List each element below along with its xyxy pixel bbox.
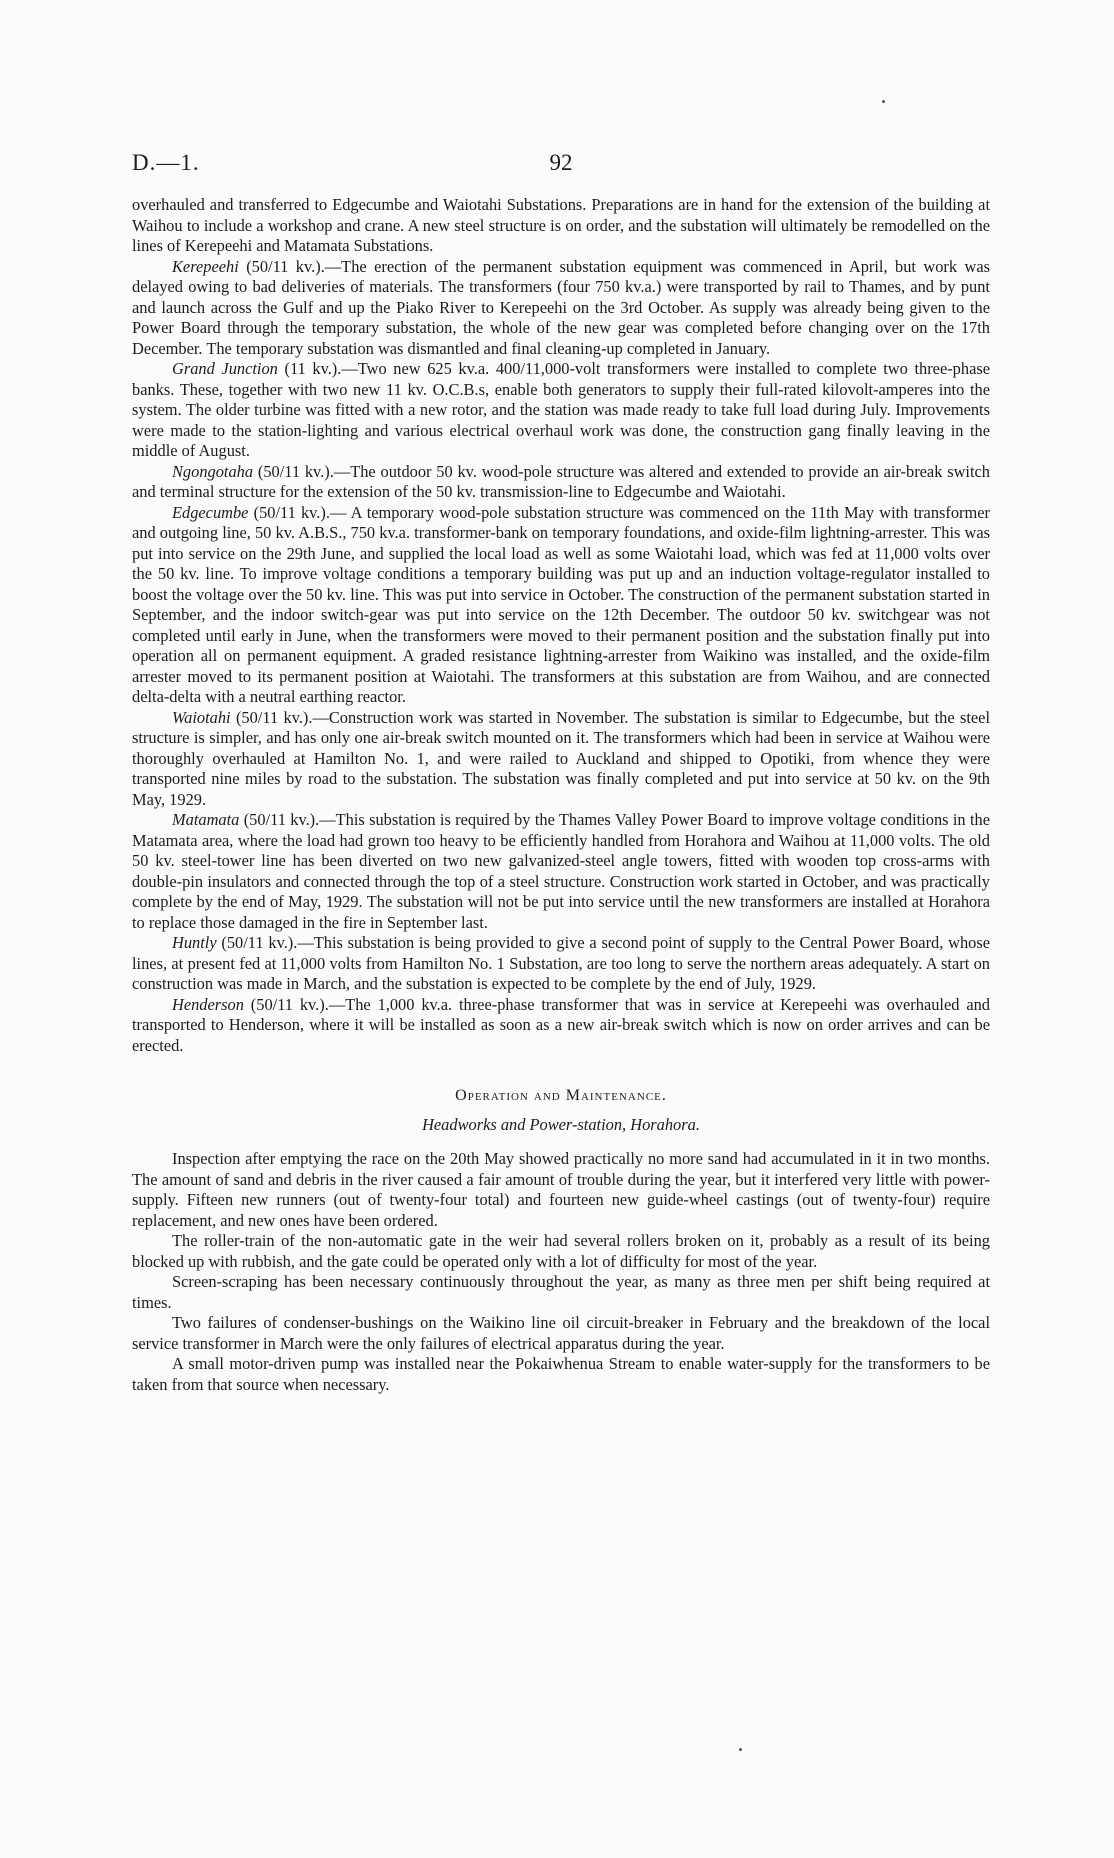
substation-name: Kerepeehi bbox=[172, 256, 239, 276]
substation-paragraph bbox=[132, 708, 990, 811]
substation-name: Edgecumbe bbox=[172, 502, 249, 522]
substation-name: Matamata bbox=[172, 810, 240, 829]
substation-text: (50/11 kv.).—The outdoor 50 kv. wood-pole structure was altered and extended to provide an air-break switch and terminal structure for the extension of the 50 kv. transmission-line to Edgecumbe and Waiotahi. bbox=[132, 461, 990, 501]
section-heading: Operation and Maintenance. bbox=[455, 1087, 667, 1104]
substation-name: Grand Junction bbox=[172, 359, 278, 378]
page-header bbox=[132, 150, 990, 180]
operation-paragraph: The roller-train of the non-automatic gate in the weir had several rollers broken on it, probably as a result of its being blocked up with rubbish, and the gate could be operated only with a lot of difficulty for most of the year. bbox=[132, 1231, 990, 1271]
substation-text: (50/11 kv.).— A temporary wood-pole substation structure was commenced on the 11th May with transformer and outgoing line, 50 kv. A.B.S., 750 kv.a. transformer-bank on temporary foundations, and oxide-film lightning-arrester. This was put into service on the 29th June, and supplied the local load as well as some Waiotahi load, which was fed at 11,000 volts over the 50 kv. line. To improve voltage conditions a temporary building was put up and an induction voltage-regulator installed to boost the voltage over the 50 kv. line. This was put into service in October. The construction of the permanent substation started in September, and the indoor switch-gear was put into service on the 12th December. The outdoor 50 kv. switchgear was not completed until early in June, when the transformers were moved to their permanent position and the substation finally put into operation all on permanent equipment. A graded resistance lightning-arrester from Waikino was installed, and the oxide-film arrester moved to its permanent position at Waiotahi. The transformers at this substation are from Waihou, and are connected delta-delta with a neutral earthing reactor. bbox=[132, 502, 990, 706]
page-number: 92 bbox=[549, 150, 573, 175]
subsection-heading: Headworks and Power-station, Horahora. bbox=[422, 1114, 700, 1134]
substation-text: (50/11 kv.).—The erection of the permanent substation equipment was commenced in April, but work was delayed owing to bad deliveries of materials. The transformers (four 750 kv.a.) were transported by rail to Thames, and by punt and launch across the Gulf and up the Piako River to Kerepeehi on the 3rd October. As supply was already being given to the Power Board through the temporary substation, the whole of the new gear was completed before changing over on the 17th December. The temporary substation was dismantled and final cleaning-up completed in January. bbox=[132, 256, 990, 358]
substation-name: Henderson bbox=[172, 994, 244, 1014]
operation-paragraph: Screen-scraping has been necessary continuously throughout the year, as many as three men per shift being required at times. bbox=[132, 1272, 990, 1312]
substation-paragraph bbox=[132, 933, 990, 995]
document-reference: D.—1. bbox=[132, 150, 200, 175]
substation-paragraph bbox=[132, 359, 990, 462]
substation-name: Huntly bbox=[172, 933, 217, 952]
substation-text: (11 kv.).—Two new 625 kv.a. 400/11,000-volt transformers were installed to complete two three-phase banks. These, together with two new 11 kv. O.C.B.s, enable both generators to supply their full-rated kilovolt-amperes into the system. The older turbine was fitted with a new rotor, and the station was made ready to take full load during July. Improvements were made to the station-lighting and various electrical overhaul work was done, the construction gang finally leaving in the middle of August. bbox=[132, 359, 990, 460]
scan-speck bbox=[882, 100, 885, 103]
scan-speck bbox=[739, 1748, 742, 1751]
page-body bbox=[132, 195, 990, 1395]
substation-paragraph bbox=[132, 810, 990, 933]
operation-paragraph: A small motor-driven pump was installed near the Pokaiwhenua Stream to enable water-supply for the transformers to be taken from that source when necessary. bbox=[132, 1354, 990, 1394]
substation-name: Waiotahi bbox=[172, 707, 231, 727]
continuation-paragraph: overhauled and transferred to Edgecumbe and Waiotahi Substations. Preparations are in hand for the extension of the building at Waihou to include a workshop and crane. A new steel structure is on order, and the substation will ultimately be remodelled on the lines of Kerepeehi and Matamata Substations. bbox=[132, 195, 990, 255]
substation-text: (50/11 kv.).—This substation is required by the Thames Valley Power Board to improve voltage conditions in the Matamata area, where the load had grown too heavy to be efficiently handled from Horahora and Waihou at 11,000 volts. The old 50 kv. steel-tower line has been diverted on two new galvanized-steel angle towers, fitted with wooden top cross-arms with double-pin insulators and connected through the top of a steel structure. Construction work started in October, and was practically complete by the end of May, 1929. The substation will not be put into service until the new transformers are installed at Horahora to replace those damaged in the fire in September last. bbox=[132, 810, 990, 932]
substation-paragraph bbox=[132, 462, 990, 503]
operation-paragraph: Inspection after emptying the race on the 20th May showed practically no more sand had accumulated in it in two months. The amount of sand and debris in the river caused a fair amount of trouble during the year, but it interfered very little with power-supply. Fifteen new runners (out of twenty-four total) and fourteen new guide-wheel castings (out of twenty-four) require replacement, and new ones have been ordered. bbox=[132, 1149, 990, 1230]
substation-name: Ngongotaha bbox=[172, 461, 254, 481]
substation-text: (50/11 kv.).—This substation is being provided to give a second point of supply to the Central Power Board, whose lines, at present fed at 11,000 volts from Hamilton No. 1 Substation, are too long to serve the northern areas adequately. A start on construction was made in March, and the substation is expected to be complete by the end of July, 1929. bbox=[132, 933, 990, 993]
substation-text: (50/11 kv.).—The 1,000 kv.a. three-phase transformer that was in service at Kerepeehi was overhauled and transported to Henderson, where it will be installed as soon as a new air-break switch which is now on order arrives and can be erected. bbox=[132, 994, 990, 1055]
operation-paragraph: Two failures of condenser-bushings on the Waikino line oil circuit-breaker in February and the breakdown of the local service transformer in March were the only failures of electrical apparatus during the year. bbox=[132, 1313, 990, 1353]
substation-paragraph bbox=[132, 257, 990, 360]
substation-paragraph bbox=[132, 995, 990, 1057]
substation-text: (50/11 kv.).—Construction work was started in November. The substation is similar to Edgecumbe, but the steel structure is simpler, and has only one air-break switch mounted on it. The transformers which had been in service at Waihou were thoroughly overhauled at Hamilton No. 1, and were railed to Auckland and shipped to Opotiki, from whence they were transported nine miles by road to the substation. The substation was finally completed and put into service at 50 kv. on the 9th May, 1929. bbox=[132, 707, 990, 809]
substation-paragraph bbox=[132, 503, 990, 708]
